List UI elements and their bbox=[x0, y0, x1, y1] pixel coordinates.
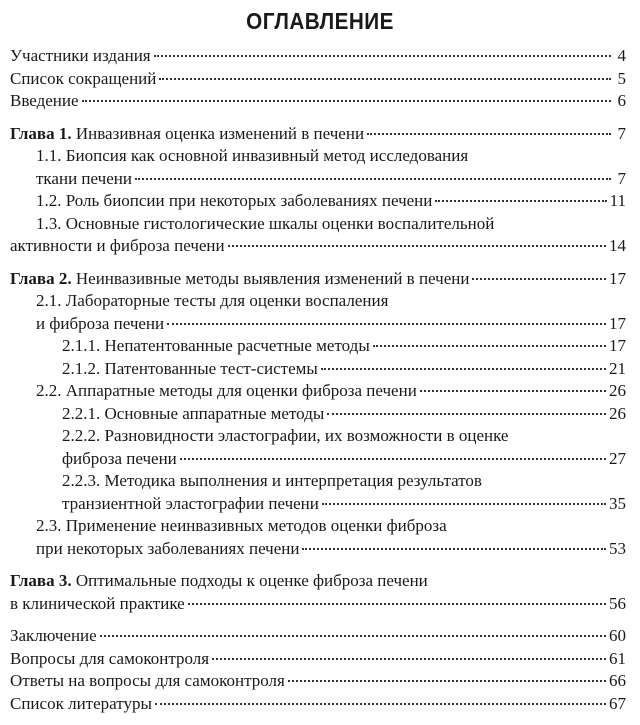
toc-entry-section-2-1-1[interactable] bbox=[10, 335, 626, 358]
page-number: 26 bbox=[609, 381, 626, 400]
toc-entry-text: 2.2. Аппаратные методы для оценки фиброза печени bbox=[36, 381, 417, 400]
toc-entry-conclusion[interactable] bbox=[10, 625, 626, 648]
dot-leader bbox=[322, 503, 606, 505]
page-number: 61 bbox=[609, 648, 626, 668]
chapter-title: Оптимальные подходы к оценке фиброза печени bbox=[71, 571, 428, 590]
dot-leader bbox=[367, 133, 611, 135]
toc-entry-text: 2.1.2. Патентованные тест-системы bbox=[62, 358, 318, 378]
back-matter-group bbox=[10, 625, 626, 715]
chapter-2-group bbox=[10, 268, 626, 561]
dot-leader bbox=[82, 100, 611, 102]
dot-leader bbox=[435, 200, 606, 202]
page-number: 14 bbox=[609, 236, 626, 255]
page-number: 67 bbox=[609, 693, 626, 713]
dot-leader bbox=[155, 703, 606, 705]
toc-entry-text-cont: фиброза печени bbox=[62, 448, 177, 468]
page-title: ОГЛАВЛЕНИЕ bbox=[246, 8, 394, 34]
toc-entry-section-2-2-1[interactable] bbox=[10, 403, 626, 426]
dot-leader bbox=[100, 635, 606, 637]
toc-entry-abbreviations[interactable] bbox=[10, 68, 626, 91]
dot-leader bbox=[288, 680, 606, 682]
toc-entry-text: 2.2.2. Разновидности эластографии, их возможности в оценке bbox=[62, 426, 509, 445]
toc-entry-section-2-2[interactable] bbox=[10, 380, 626, 403]
dot-leader bbox=[159, 78, 611, 80]
chapter-3-group bbox=[10, 570, 626, 615]
dot-leader bbox=[167, 323, 606, 325]
dot-leader bbox=[154, 55, 611, 57]
toc-entry-text-cont: активности и фиброза печени bbox=[10, 236, 225, 255]
toc-entry-section-2-2-3[interactable] bbox=[10, 470, 626, 515]
toc-entry-text-cont: при некоторых заболеваниях печени bbox=[36, 538, 300, 558]
toc-entry-chapter-2[interactable] bbox=[10, 268, 626, 291]
page-number: 17 bbox=[609, 336, 626, 355]
toc-entry-text: 1.2. Роль биопсии при некоторых заболеваниях печени bbox=[36, 191, 433, 210]
page-number: 6 bbox=[617, 91, 626, 110]
toc-entry-text: Участники издания bbox=[10, 46, 151, 65]
page-number: 56 bbox=[609, 593, 626, 613]
toc-entry-text: Введение bbox=[10, 91, 79, 110]
page-number: 7 bbox=[617, 123, 626, 143]
table-of-contents bbox=[10, 45, 626, 725]
toc-entry-introduction[interactable] bbox=[10, 90, 626, 113]
toc-entry-section-2-1[interactable] bbox=[10, 290, 626, 335]
page-number: 60 bbox=[609, 626, 626, 645]
toc-entry-answers[interactable] bbox=[10, 670, 626, 693]
toc-entry-participants[interactable] bbox=[10, 45, 626, 68]
dot-leader bbox=[302, 548, 606, 550]
toc-entry-text: 2.3. Применение неинвазивных методов оценки фиброза bbox=[36, 516, 447, 535]
chapter-title: Неинвазивные методы выявления изменений в печени bbox=[71, 268, 470, 288]
toc-entry-section-1-3[interactable] bbox=[10, 213, 626, 258]
dot-leader bbox=[373, 345, 606, 347]
dot-leader bbox=[472, 278, 606, 280]
toc-entry-chapter-1[interactable] bbox=[10, 123, 626, 146]
toc-entry-section-2-1-2[interactable] bbox=[10, 358, 626, 381]
page-number: 21 bbox=[609, 358, 626, 378]
page-number: 53 bbox=[609, 538, 626, 558]
chapter-label: Глава 1. bbox=[10, 123, 72, 143]
toc-entry-section-1-2[interactable] bbox=[10, 190, 626, 213]
toc-entry-text: 2.1.1. Непатентованные расчетные методы bbox=[62, 336, 370, 355]
toc-entry-questions[interactable] bbox=[10, 648, 626, 671]
dot-leader bbox=[420, 390, 606, 392]
page-number: 7 bbox=[617, 168, 626, 188]
toc-entry-text-cont: ткани печени bbox=[36, 168, 132, 188]
page-number: 17 bbox=[609, 313, 626, 333]
page-number: 35 bbox=[609, 493, 626, 513]
page-number: 17 bbox=[609, 268, 626, 288]
chapter-label: Глава 2. bbox=[10, 268, 72, 288]
toc-entry-text: 2.1. Лабораторные тесты для оценки воспаления bbox=[36, 291, 389, 310]
page-number: 27 bbox=[609, 448, 626, 468]
chapter-1-group bbox=[10, 123, 626, 258]
toc-entry-text: Вопросы для самоконтроля bbox=[10, 648, 210, 668]
page-number: 5 bbox=[617, 68, 626, 88]
dot-leader bbox=[188, 603, 606, 605]
toc-entry-text: 1.1. Биопсия как основной инвазивный метод исследования bbox=[36, 146, 469, 165]
page-number: 26 bbox=[609, 403, 626, 423]
toc-entry-text: 2.2.3. Методика выполнения и интерпретация результатов bbox=[62, 471, 482, 490]
dot-leader bbox=[327, 413, 606, 415]
dot-leader bbox=[180, 458, 606, 460]
toc-entry-text-cont: и фиброза печени bbox=[36, 313, 165, 333]
page-number: 11 bbox=[609, 191, 626, 210]
toc-entry-text: Ответы на вопросы для самоконтроля bbox=[10, 671, 285, 690]
toc-entry-references[interactable] bbox=[10, 693, 626, 716]
chapter-title: Инвазивная оценка изменений в печени bbox=[71, 123, 365, 143]
chapter-label: Глава 3. bbox=[10, 571, 72, 590]
dot-leader bbox=[321, 368, 606, 370]
toc-entry-text: Список сокращений bbox=[10, 68, 157, 88]
toc-entry-section-2-3[interactable] bbox=[10, 515, 626, 560]
front-matter-group bbox=[10, 45, 626, 113]
toc-entry-text: 2.2.1. Основные аппаратные методы bbox=[62, 403, 325, 423]
toc-entry-chapter-3[interactable] bbox=[10, 570, 626, 615]
toc-entry-section-1-1[interactable] bbox=[10, 145, 626, 190]
toc-entry-text: 1.3. Основные гистологические шкалы оценки воспалительной bbox=[36, 213, 495, 233]
dot-leader bbox=[228, 245, 606, 247]
dot-leader bbox=[135, 178, 611, 180]
toc-entry-text: Заключение bbox=[10, 626, 97, 645]
toc-entry-text: Список литературы bbox=[10, 693, 152, 713]
page-number: 4 bbox=[617, 46, 626, 65]
dot-leader bbox=[212, 658, 606, 660]
toc-entry-text-cont: транзиентной эластографии печени bbox=[62, 493, 319, 513]
page-number: 66 bbox=[609, 671, 626, 690]
toc-entry-section-2-2-2[interactable] bbox=[10, 425, 626, 470]
toc-entry-text-cont: в клинической практике bbox=[10, 593, 185, 613]
